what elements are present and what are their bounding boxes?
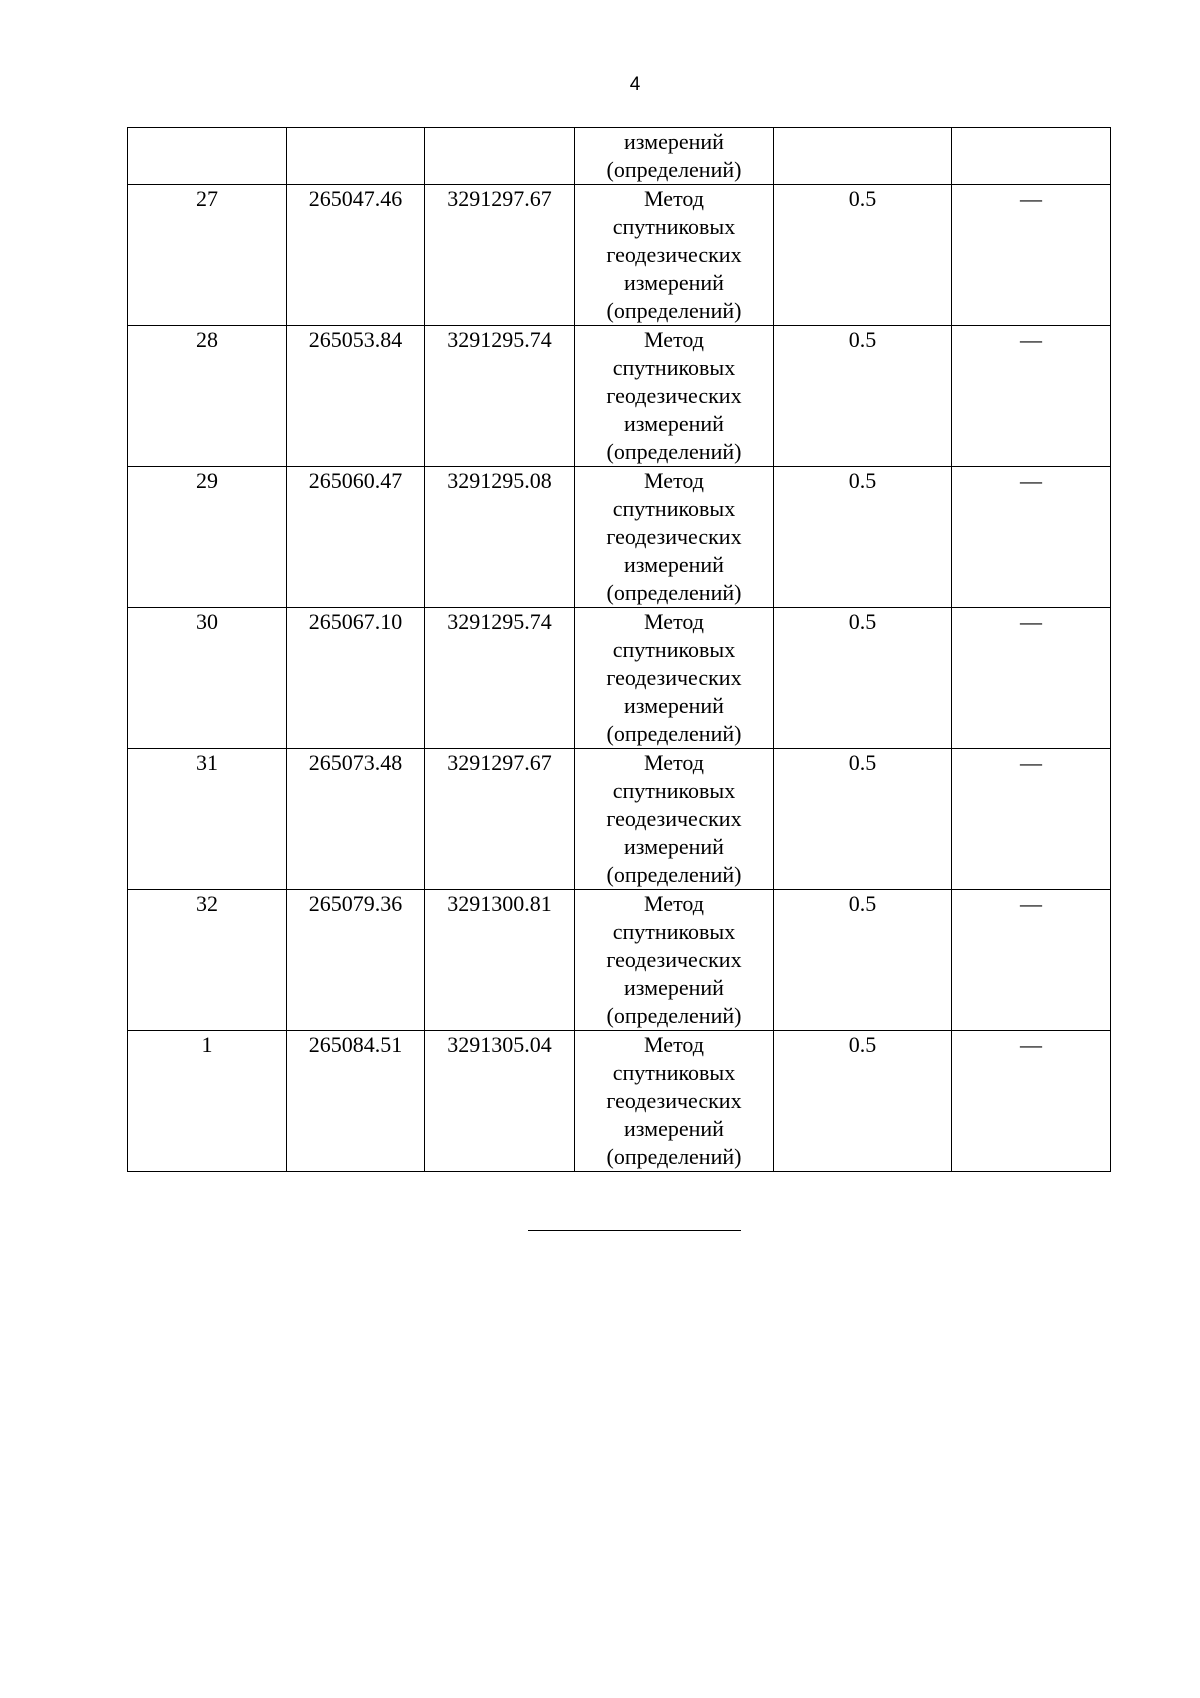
cell-method: Метод спутниковых геодезических измерений (определений) (575, 185, 774, 326)
cell-accuracy: 0.5 (774, 1031, 952, 1172)
cell-method: измерений (определений) (575, 128, 774, 185)
cell-method: Метод спутниковых геодезических измерений (определений) (575, 608, 774, 749)
cell-note: — (952, 467, 1111, 608)
cell-y: 3291295.74 (425, 326, 575, 467)
cell-y: 3291297.67 (425, 749, 575, 890)
cell-y: 3291305.04 (425, 1031, 575, 1172)
table-body (128, 128, 1111, 1172)
cell-method: Метод спутниковых геодезических измерений (определений) (575, 326, 774, 467)
cell-accuracy: 0.5 (774, 608, 952, 749)
cell-note: — (952, 890, 1111, 1031)
table-row-continued (128, 128, 1111, 185)
end-separator-line (528, 1230, 741, 1231)
cell-accuracy (774, 128, 952, 185)
cell-x: 265053.84 (287, 326, 425, 467)
cell-method: Метод спутниковых геодезических измерений (определений) (575, 467, 774, 608)
table-row (128, 749, 1111, 890)
cell-y (425, 128, 575, 185)
cell-y: 3291300.81 (425, 890, 575, 1031)
cell-accuracy: 0.5 (774, 326, 952, 467)
table-row (128, 1031, 1111, 1172)
cell-x: 265060.47 (287, 467, 425, 608)
cell-x: 265067.10 (287, 608, 425, 749)
table-row (128, 185, 1111, 326)
coordinates-table (127, 127, 1111, 1172)
cell-method: Метод спутниковых геодезических измерений (определений) (575, 890, 774, 1031)
cell-point-number: 31 (128, 749, 287, 890)
cell-note (952, 128, 1111, 185)
cell-point-number: 27 (128, 185, 287, 326)
table-row (128, 890, 1111, 1031)
cell-point-number: 1 (128, 1031, 287, 1172)
cell-note: — (952, 608, 1111, 749)
cell-note: — (952, 749, 1111, 890)
cell-x: 265084.51 (287, 1031, 425, 1172)
cell-y: 3291295.08 (425, 467, 575, 608)
cell-y: 3291297.67 (425, 185, 575, 326)
cell-point-number: 28 (128, 326, 287, 467)
cell-accuracy: 0.5 (774, 890, 952, 1031)
cell-point-number: 29 (128, 467, 287, 608)
table-row (128, 326, 1111, 467)
table-row (128, 608, 1111, 749)
cell-note: — (952, 185, 1111, 326)
cell-x (287, 128, 425, 185)
table-row (128, 467, 1111, 608)
cell-point-number (128, 128, 287, 185)
cell-y: 3291295.74 (425, 608, 575, 749)
cell-accuracy: 0.5 (774, 185, 952, 326)
cell-point-number: 32 (128, 890, 287, 1031)
cell-x: 265047.46 (287, 185, 425, 326)
cell-method: Метод спутниковых геодезических измерений (определений) (575, 1031, 774, 1172)
cell-point-number: 30 (128, 608, 287, 749)
page-number: 4 (629, 74, 641, 95)
cell-note: — (952, 326, 1111, 467)
cell-accuracy: 0.5 (774, 749, 952, 890)
cell-x: 265073.48 (287, 749, 425, 890)
cell-accuracy: 0.5 (774, 467, 952, 608)
cell-note: — (952, 1031, 1111, 1172)
cell-method: Метод спутниковых геодезических измерений (определений) (575, 749, 774, 890)
cell-x: 265079.36 (287, 890, 425, 1031)
